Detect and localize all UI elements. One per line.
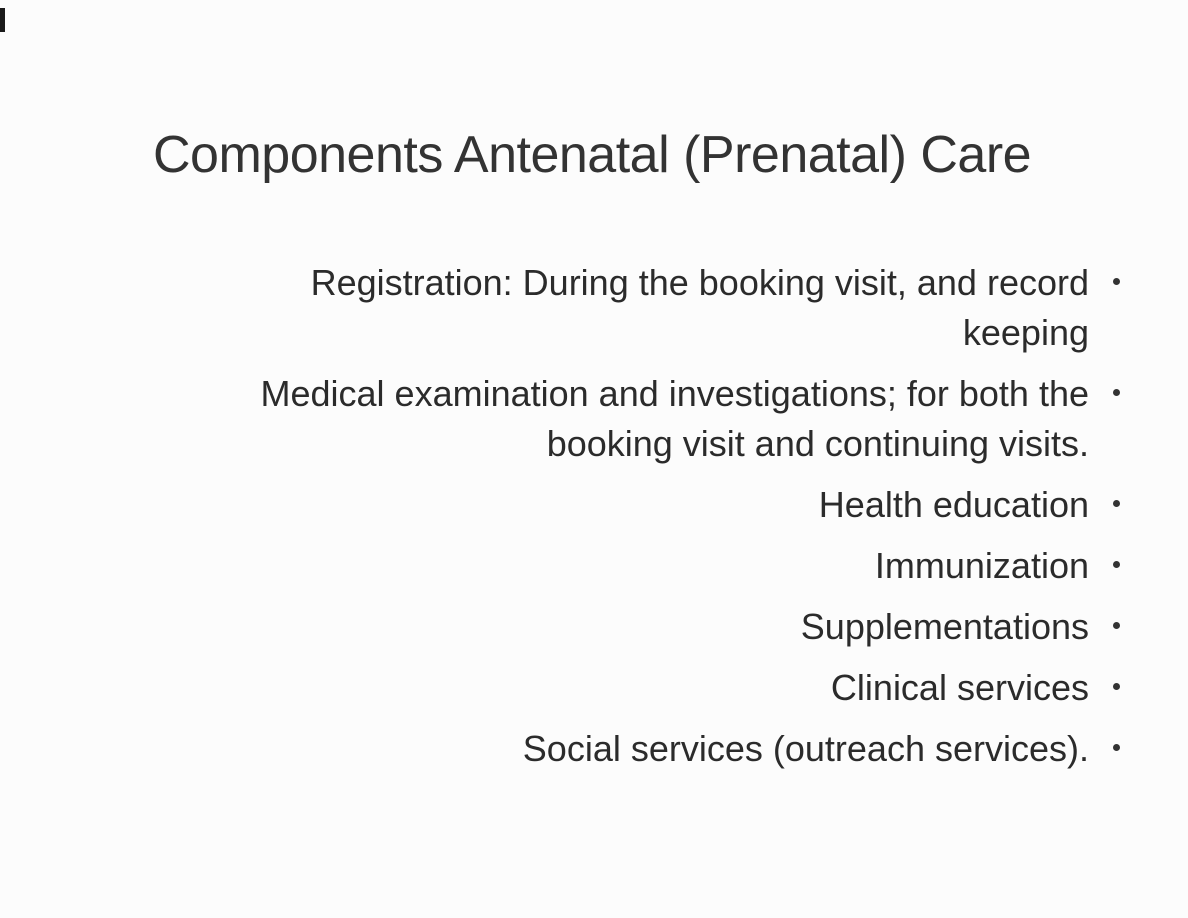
bullet-dot-icon — [1113, 744, 1120, 751]
slide-title: Components Antenatal (Prenatal) Care — [153, 126, 1032, 184]
bullet-text: Supplementations — [800, 606, 1089, 647]
list-item — [150, 663, 1120, 713]
list-item — [150, 480, 1120, 530]
bullet-list — [150, 258, 1120, 785]
bullet-text: Registration: During the booking visit, and record keeping — [310, 262, 1089, 353]
list-item — [150, 258, 1120, 358]
bullet-text: Immunization — [874, 545, 1089, 586]
bullet-dot-icon — [1113, 389, 1120, 396]
bullet-dot-icon — [1113, 500, 1120, 507]
bullet-text: Social services (outreach services). — [522, 728, 1089, 769]
bullet-text: Health education — [818, 484, 1089, 525]
list-item — [150, 724, 1120, 774]
list-item — [150, 541, 1120, 591]
bullet-text: Medical examination and investigations; for both the booking visit and continuing visits. — [260, 373, 1089, 464]
bullet-text: Clinical services — [830, 667, 1089, 708]
bullet-dot-icon — [1113, 561, 1120, 568]
bullet-dot-icon — [1113, 278, 1120, 285]
list-item — [150, 602, 1120, 652]
list-item — [150, 369, 1120, 469]
bullet-dot-icon — [1113, 683, 1120, 690]
bullet-dot-icon — [1113, 622, 1120, 629]
scan-edge-mark — [0, 8, 5, 32]
